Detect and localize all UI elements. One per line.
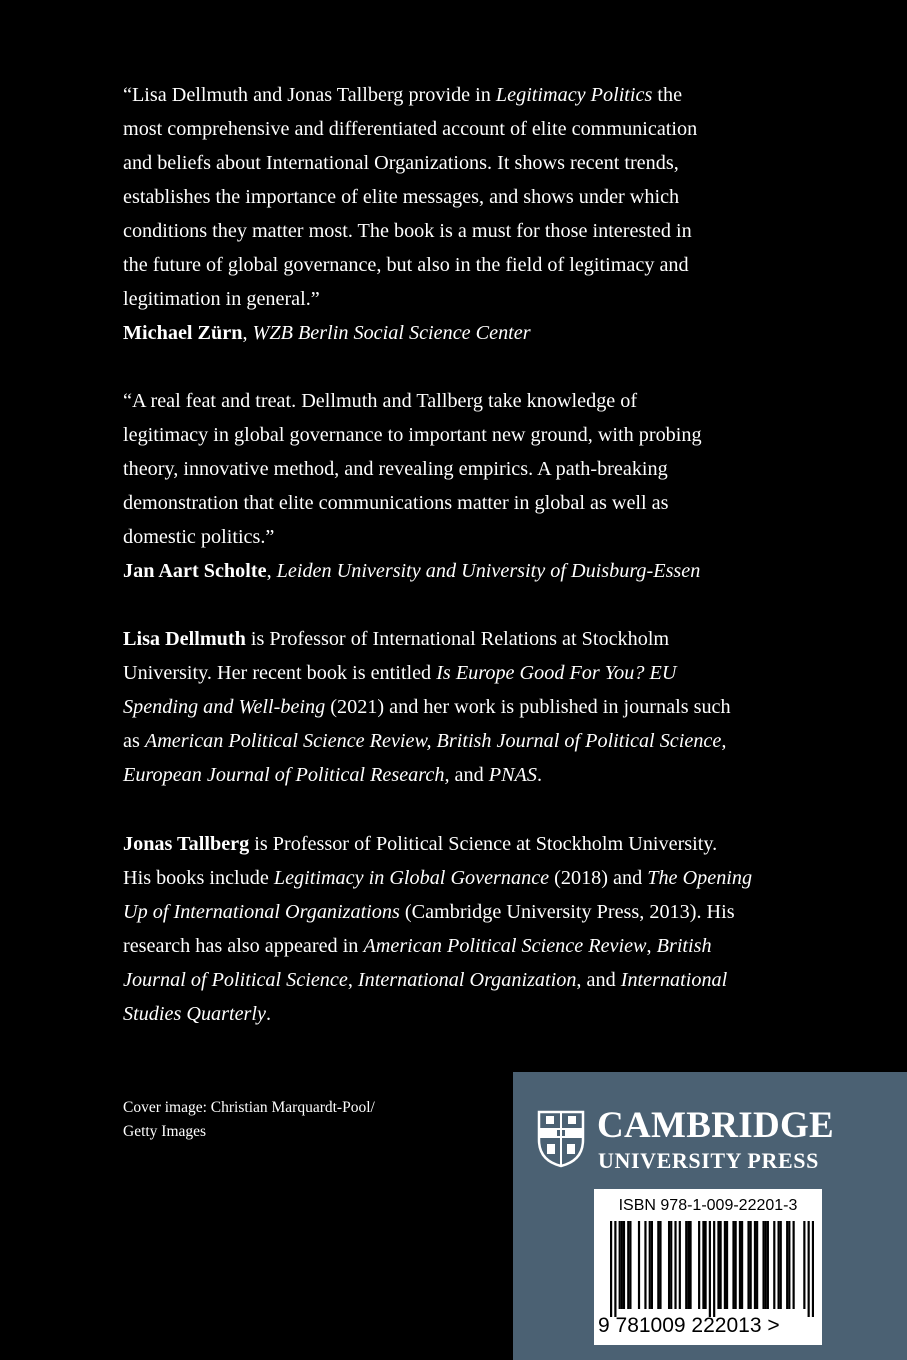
barcode-bar [638,1221,640,1309]
barcode-bar [754,1221,756,1309]
barcode-bar [689,1221,691,1309]
barcode-bar [739,1221,741,1309]
text-run: , [646,935,657,957]
text-line [123,861,803,895]
cover-credit-line-2: Getty Images [123,1123,207,1140]
barcode-bar [741,1221,743,1309]
text-line [123,452,803,486]
text-run: is Professor of International Relations at Stockholm [245,628,670,650]
endorsement-1-affiliation: WZB Berlin Social Science Center [252,322,531,344]
text-line [123,622,803,656]
barcode-bar [780,1221,782,1309]
endorsement-2-author: Jan Aart Scholte [123,560,267,582]
barcode-bar [627,1221,629,1309]
barcode-bar [649,1221,651,1309]
text-run: most comprehensive and differentiated account of elite communication [123,118,698,140]
text-line [123,929,803,963]
text-run: “A real feat and treat. Dellmuth and Tallberg take knowledge of [123,390,638,412]
barcode-bar [756,1221,758,1309]
barcode-bar [651,1221,653,1309]
bold-run: Jonas Tallberg [123,833,250,855]
italic-run: Legitimacy Politics [495,84,653,106]
text-run: demonstration that elite communications matter in global as well as [123,492,669,514]
isbn-barcode [594,1189,822,1345]
text-run: establishes the importance of elite messages, and shows under which [123,186,680,208]
barcode-bar [808,1221,810,1317]
text-run: domestic politics.” [123,526,275,548]
text-line [123,656,803,690]
barcode-bar [685,1221,687,1309]
text-run: (2021) and her work is published in journals such [325,696,731,718]
endorsement-2-affiliation: Leiden University and University of Duisburg-Essen [276,560,701,582]
text-line [123,758,803,792]
text-run: , and [576,969,621,991]
text-run: . [536,764,543,786]
text-run: research has also appeared in [123,935,364,957]
text-run: the [652,84,683,106]
barcode-bar [788,1221,790,1309]
text-run: “Lisa Dellmuth and Jonas Tallberg provide in [123,84,496,106]
publisher-panel [513,1072,907,1360]
barcode-bar [720,1221,722,1309]
barcode-bars [610,1221,814,1317]
barcode-bar [623,1221,625,1309]
text-line [123,963,803,997]
text-line [123,520,803,554]
text-run: and [449,764,489,786]
barcode-bar [670,1221,672,1309]
cambridge-crest-icon [537,1110,585,1168]
barcode-bar [610,1221,612,1317]
italic-run: Up of International Organizations [123,901,400,923]
endorsement-quote-1 [123,78,803,350]
barcode-bar [687,1221,689,1309]
barcode-bar [747,1221,749,1309]
barcode-bar [614,1221,616,1317]
text-run: University. Her recent book is entitled [123,662,437,684]
barcode-bar [659,1221,661,1309]
text-line [123,214,803,248]
barcode-bar [812,1221,814,1317]
italic-run: European Journal of Political Research, [123,764,450,786]
italic-run: International [620,969,728,991]
text-line [123,146,803,180]
text-run: and beliefs about International Organizations. It shows recent trends, [123,152,679,174]
text-run: His books include [123,867,274,889]
barcode-bar [735,1221,737,1309]
text-line [123,418,803,452]
barcode-bar [786,1221,788,1309]
italic-run: International Organization [357,969,577,991]
bio-1-body [123,622,803,792]
text-line [123,724,803,758]
text-line [123,180,803,214]
isbn-label: ISBN 978-1-009-22201-3 [618,1197,798,1214]
text-run: (Cambridge University Press, 2013). His [399,901,735,923]
barcode-bar [767,1221,769,1309]
italic-run: Journal of Political Science [123,969,348,991]
endorsement-1-body [123,78,803,316]
text-run: conditions they matter most. The book is a must for those interested in [123,220,692,242]
barcode-bar [732,1221,734,1309]
text-run: , [347,969,358,991]
text-line [123,112,803,146]
text-run: legitimacy in global governance to important new ground, with probing [123,424,702,446]
text-run: . [265,1003,272,1025]
barcode-bar [668,1221,670,1309]
barcode-bar [657,1221,659,1309]
text-line [123,248,803,282]
italic-run: Is Europe Good For You? EU [436,662,677,684]
barcode-bar [644,1221,646,1309]
ean-digits: 9 781009 222013 > [598,1314,780,1337]
cover-credit-line-1: Cover image: Christian Marquardt-Pool/ [123,1099,375,1116]
bio-2-body [123,827,803,1031]
barcode-bar [713,1221,715,1317]
text-run: theory, innovative method, and revealing empirics. A path-breaking [123,458,668,480]
publisher-name: CAMBRIDGE [597,1105,835,1146]
text-line [123,486,803,520]
text-line [123,827,803,861]
barcode-bar [702,1221,704,1309]
endorsement-1-author: Michael Zürn [123,322,243,344]
endorsement-2-body [123,384,803,554]
endorsement-quote-2 [123,384,803,588]
italic-run: Studies Quarterly [123,1003,266,1025]
barcode-bar [803,1221,805,1309]
barcode-bar [793,1221,795,1309]
publisher-subline: UNIVERSITY PRESS [598,1148,819,1173]
barcode-bar [698,1221,700,1309]
barcode-bar [726,1221,728,1309]
italic-run: The Opening [647,867,753,889]
cover-image-credit [123,1096,375,1144]
barcode-bar [777,1221,779,1309]
text-line [123,282,803,316]
barcode-bar [765,1221,767,1309]
text-line [123,384,803,418]
barcode-bar [674,1221,676,1309]
author-bio-dellmuth [123,622,803,792]
text-run: is Professor of Political Science at Stockholm University. [249,833,718,855]
barcode-bar [679,1221,681,1309]
italic-run: Spending and Well-being [123,696,326,718]
text-line [123,78,803,112]
barcode-bar [621,1221,623,1309]
barcode-bar [717,1221,719,1309]
text-run: (2018) and [549,867,648,889]
endorsement-1-attribution: Michael Zürn, WZB Berlin Social Science Center [123,322,531,344]
italic-run: American Political Science Review [363,935,647,957]
barcode-bar [619,1221,621,1309]
barcode-bar [724,1221,726,1309]
italic-run: PNAS [488,764,537,786]
barcode-bar [704,1221,706,1309]
italic-run: Legitimacy in Global Governance [273,867,550,889]
barcode-bar [629,1221,631,1309]
barcode-bar [762,1221,764,1309]
text-run: legitimation in general.” [123,288,320,310]
barcode-bar [750,1221,752,1309]
text-line [123,895,803,929]
italic-run: British [656,935,712,957]
endorsement-2-attribution: Jan Aart Scholte, Leiden University and University of Duisburg-Essen [123,560,701,582]
text-run: the future of global governance, but also in the field of legitimacy and [123,254,689,276]
text-line [123,690,803,724]
barcode-bar [773,1221,775,1309]
italic-run: American Political Science Review, British Journal of Political Science, [144,730,727,752]
text-line [123,997,803,1031]
text-run: as [123,730,145,752]
author-bio-tallberg [123,827,803,1031]
bold-run: Lisa Dellmuth [123,628,246,650]
barcode-bar [709,1221,711,1317]
